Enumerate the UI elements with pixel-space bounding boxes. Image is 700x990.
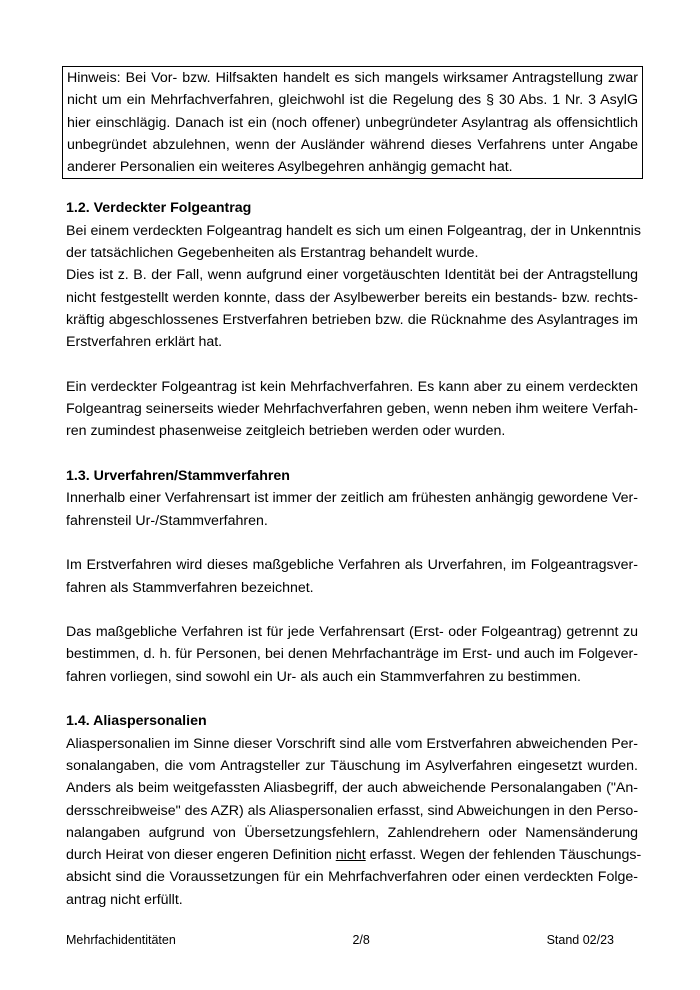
paragraph-line: sonalangaben, die vom Antragsteller zur Täuschung im Asylverfahren eingesetzt wurden. [66,757,638,774]
notice-line: unbegründet abzulehnen, wenn der Ausländer während dieses Verfahrens unter Angabe [67,136,638,153]
paragraph-line: nicht festgestellt werden konnte, dass der Asylbewerber bereits ein bestands- bzw. rechts- [66,289,638,306]
paragraph-line: nalangaben aufgrund von Übersetzungsfehlern, Zahlendrehern oder Namensänderung [66,824,638,841]
paragraph-line: Bei einem verdeckten Folgeantrag handelt es sich um einen Folgeantrag, der in Unkenntnis [66,222,641,239]
section-heading-1-4: 1.4. Aliaspersonalien [66,713,207,730]
paragraph-line: absicht sind die Voraussetzungen für ein Mehrfachverfahren oder einen verdeckten Folge- [66,869,638,886]
page-footer [66,932,614,948]
footer-title: Mehrfachidentitäten [66,933,176,947]
paragraph-line: Dies ist z. B. der Fall, wenn aufgrund einer vorgetäuschten Identität bei der Antragstellung [66,267,638,284]
paragraph-line: kräftig abgeschlossenes Erstverfahren betrieben bzw. die Rücknahme des Asylantrages im [66,311,638,328]
paragraph-line: ren zumindest phasenweise zeitgleich betrieben werden oder wurden. [66,423,506,440]
underlined-word-nicht: nicht [335,847,366,864]
paragraph-line: fahren vorliegen, sind sowohl ein Ur- als auch ein Stammverfahren zu bestimmen. [66,668,581,685]
notice-line: hier einschlägig. Danach ist ein (noch offener) unbegründeter Asylantrag als offensichtlich [67,114,638,131]
section-heading-1-2: 1.2. Verdeckter Folgeantrag [66,200,252,217]
paragraph-line-with-emphasis [66,844,642,866]
notice-box [62,66,643,179]
notice-line: anderer Personalien ein weiteres Asylbegehren anhängig gemacht hat. [67,159,513,176]
paragraph-line: Aliaspersonalien im Sinne dieser Vorschrift sind alle vom Erstverfahren abweichenden Per- [66,735,638,752]
paragraph-line: Innerhalb einer Verfahrensart ist immer der zeitlich am frühesten anhängig gewordene Ver- [66,490,638,507]
paragraph-line: Ein verdeckter Folgeantrag ist kein Mehrfachverfahren. Es kann aber zu einem verdeckten [66,378,638,395]
notice-line: nicht um ein Mehrfachverfahren, gleichwohl ist die Regelung des § 30 Abs. 1 Nr. 3 AsylG [67,92,638,109]
paragraph-line: fahrensteil Ur-/Stammverfahren. [66,512,268,529]
paragraph-line: Im Erstverfahren wird dieses maßgebliche Verfahren als Urverfahren, im Folgeantragsver- [66,557,638,574]
text-segment: erfasst. Wegen der fehlenden Täuschungs- [365,847,642,864]
paragraph-line: Das maßgebliche Verfahren ist für jede Verfahrensart (Erst- oder Folgeantrag) getrennt zu [66,624,638,641]
section-heading-1-3: 1.3. Urverfahren/Stammverfahren [66,468,290,485]
paragraph-line: Anders als beim weitgefassten Aliasbegriff, der auch abweichende Personalangaben ("An- [66,780,638,797]
paragraph-line: bestimmen, d. h. für Personen, bei denen Mehrfachanträge im Erst- und auch im Folgever- [66,646,638,663]
document-page [66,66,642,911]
paragraph-line: der tatsächlichen Gegebenheiten als Erstantrag behandelt wurde. [66,245,479,262]
paragraph-line: dersschreibweise" des AZR) als Aliaspersonalien erfasst, sind Abweichungen in den Perso- [66,802,639,819]
notice-line: Hinweis: Bei Vor- bzw. Hilfsakten handelt es sich mangels wirksamer Antragstellung zwar [67,70,638,86]
text-segment: durch Heirat von dieser engeren Definition [66,847,336,864]
paragraph-line: fahren als Stammverfahren bezeichnet. [66,579,314,596]
page-number: 2/8 [352,933,370,947]
paragraph-line: antrag nicht erfüllt. [66,891,183,908]
footer-version: Stand 02/23 [546,933,614,947]
paragraph-line: Folgeantrag seinerseits wieder Mehrfachverfahren geben, wenn neben ihm weitere Verfah- [66,401,638,418]
paragraph-line: Erstverfahren erklärt hat. [66,334,223,351]
